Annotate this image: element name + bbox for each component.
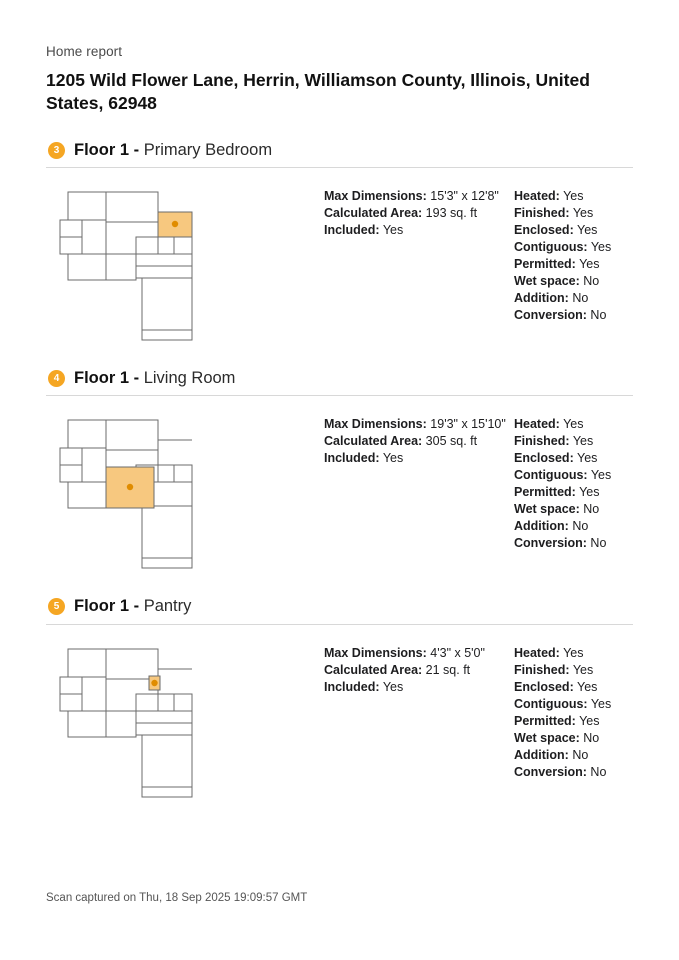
conversion-label: Conversion: — [514, 536, 587, 551]
finished-value: Yes — [572, 206, 594, 221]
room-section — [46, 141, 633, 347]
calculated-area-row — [324, 205, 514, 221]
section-header — [48, 141, 633, 159]
heated-label: Heated: — [514, 645, 560, 660]
attributes-column — [514, 178, 633, 324]
addition-value: No — [572, 519, 589, 534]
section-title — [74, 597, 191, 615]
conversion-value: No — [590, 308, 607, 323]
wet-space-value: No — [583, 730, 600, 745]
included-label: Included: — [324, 679, 380, 694]
enclosed-row — [514, 450, 633, 466]
heated-value: Yes — [563, 645, 584, 660]
page-kicker: Home report — [46, 44, 123, 59]
contiguous-label: Contiguous: — [514, 696, 588, 711]
attributes-column — [514, 406, 633, 552]
max-dimensions-row — [324, 416, 514, 432]
floorplan-diagram — [46, 410, 246, 575]
floorplan-container — [46, 406, 324, 575]
included-label: Included: — [324, 223, 380, 238]
permitted-label: Permitted: — [514, 257, 576, 272]
floorplan-diagram — [46, 639, 246, 804]
heated-row — [514, 188, 633, 204]
max-dimensions-label: Max Dimensions: — [324, 417, 427, 432]
calculated-area-label: Calculated Area: — [324, 434, 423, 449]
permitted-label: Permitted: — [514, 485, 576, 500]
calculated-area-value: 21 sq. ft — [425, 662, 471, 677]
max-dimensions-label: Max Dimensions: — [324, 645, 427, 660]
calculated-area-value: 305 sq. ft — [425, 434, 478, 449]
enclosed-value: Yes — [577, 223, 598, 238]
attributes-column — [514, 635, 633, 781]
section-header — [48, 369, 633, 387]
wet-space-row — [514, 730, 633, 746]
section-dash: - — [133, 141, 140, 160]
enclosed-row — [514, 679, 633, 695]
permitted-row — [514, 713, 633, 729]
permitted-value: Yes — [579, 713, 600, 728]
floorplan-container — [46, 635, 324, 804]
heated-row — [514, 645, 633, 661]
section-body — [46, 406, 633, 575]
calculated-area-label: Calculated Area: — [324, 662, 423, 677]
floorplan-diagram — [46, 182, 246, 347]
section-badge: 5 — [48, 598, 65, 615]
contiguous-row — [514, 467, 633, 483]
contiguous-row — [514, 239, 633, 255]
section-badge: 3 — [48, 142, 65, 159]
wet-space-label: Wet space: — [514, 502, 580, 517]
section-divider — [46, 624, 633, 625]
section-title — [74, 141, 272, 159]
dimensions-column — [324, 406, 514, 467]
conversion-row — [514, 535, 633, 551]
permitted-value: Yes — [579, 485, 600, 500]
addition-label: Addition: — [514, 519, 569, 534]
section-floor: Floor 1 — [74, 369, 130, 388]
finished-value: Yes — [572, 662, 594, 677]
enclosed-value: Yes — [577, 679, 598, 694]
conversion-label: Conversion: — [514, 764, 587, 779]
enclosed-value: Yes — [577, 451, 598, 466]
conversion-label: Conversion: — [514, 308, 587, 323]
floorplan-container — [46, 178, 324, 347]
page-title: 1205 Wild Flower Lane, Herrin, Williamson County, Illinois, United States, 62948 — [46, 70, 590, 114]
contiguous-value: Yes — [590, 696, 612, 711]
enclosed-label: Enclosed: — [514, 451, 574, 466]
addition-value: No — [572, 291, 589, 306]
max-dimensions-value: 4'3" x 5'0" — [430, 645, 485, 660]
section-room: Living Room — [143, 369, 236, 388]
room-section — [46, 597, 633, 803]
finished-value: Yes — [572, 434, 594, 449]
section-dash: - — [133, 597, 140, 616]
addition-row — [514, 290, 633, 306]
enclosed-row — [514, 222, 633, 238]
contiguous-label: Contiguous: — [514, 240, 588, 255]
section-body — [46, 178, 633, 347]
addition-label: Addition: — [514, 747, 569, 762]
finished-label: Finished: — [514, 206, 570, 221]
conversion-row — [514, 307, 633, 323]
wet-space-value: No — [583, 274, 600, 289]
contiguous-row — [514, 696, 633, 712]
contiguous-value: Yes — [590, 468, 612, 483]
heated-label: Heated: — [514, 417, 560, 432]
contiguous-label: Contiguous: — [514, 468, 588, 483]
calculated-area-label: Calculated Area: — [324, 206, 423, 221]
heated-label: Heated: — [514, 189, 560, 204]
section-floor: Floor 1 — [74, 141, 130, 160]
section-dash: - — [133, 369, 140, 388]
wet-space-value: No — [583, 502, 600, 517]
max-dimensions-row — [324, 188, 514, 204]
section-floor: Floor 1 — [74, 597, 130, 616]
wet-space-row — [514, 501, 633, 517]
wet-space-row — [514, 273, 633, 289]
included-label: Included: — [324, 451, 380, 466]
max-dimensions-row — [324, 645, 514, 661]
finished-row — [514, 205, 633, 221]
section-room: Pantry — [143, 597, 192, 616]
section-body — [46, 635, 633, 804]
section-title — [74, 369, 235, 387]
scan-caption: Scan captured on Thu, 18 Sep 2025 19:09:57 GMT — [46, 892, 308, 904]
section-header — [48, 597, 633, 615]
max-dimensions-value: 19'3" x 15'10" — [430, 417, 506, 432]
wet-space-label: Wet space: — [514, 730, 580, 745]
dimensions-column — [324, 635, 514, 696]
addition-row — [514, 747, 633, 763]
included-row — [324, 450, 514, 466]
finished-label: Finished: — [514, 662, 570, 677]
included-row — [324, 222, 514, 238]
wet-space-label: Wet space: — [514, 274, 580, 289]
calculated-area-value: 193 sq. ft — [425, 206, 478, 221]
addition-value: No — [572, 747, 589, 762]
addition-row — [514, 518, 633, 534]
permitted-row — [514, 484, 633, 500]
conversion-value: No — [590, 764, 607, 779]
dimensions-column — [324, 178, 514, 239]
enclosed-label: Enclosed: — [514, 223, 574, 238]
included-value: Yes — [382, 451, 404, 466]
addition-label: Addition: — [514, 291, 569, 306]
enclosed-label: Enclosed: — [514, 679, 574, 694]
calculated-area-row — [324, 662, 514, 678]
permitted-label: Permitted: — [514, 713, 576, 728]
calculated-area-row — [324, 433, 514, 449]
included-row — [324, 679, 514, 695]
heated-row — [514, 416, 633, 432]
heated-value: Yes — [563, 417, 584, 432]
section-divider — [46, 167, 633, 168]
included-value: Yes — [382, 679, 404, 694]
room-section — [46, 369, 633, 575]
max-dimensions-value: 15'3" x 12'8" — [430, 189, 499, 204]
max-dimensions-label: Max Dimensions: — [324, 189, 427, 204]
contiguous-value: Yes — [590, 240, 612, 255]
conversion-row — [514, 764, 633, 780]
finished-label: Finished: — [514, 434, 570, 449]
permitted-value: Yes — [579, 257, 600, 272]
included-value: Yes — [382, 223, 404, 238]
section-badge: 4 — [48, 370, 65, 387]
conversion-value: No — [590, 536, 607, 551]
finished-row — [514, 662, 633, 678]
section-room: Primary Bedroom — [143, 141, 273, 160]
section-divider — [46, 395, 633, 396]
heated-value: Yes — [563, 189, 584, 204]
finished-row — [514, 433, 633, 449]
permitted-row — [514, 256, 633, 272]
